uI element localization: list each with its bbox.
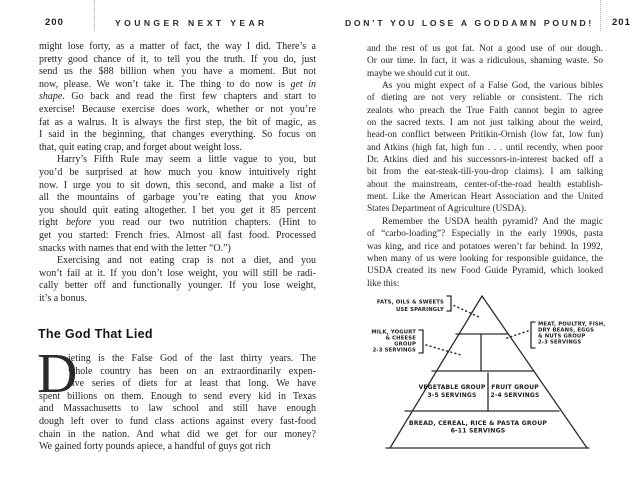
text-line: of dieting are not very reliable or consistent. The rich xyxy=(367,93,603,104)
text-line: won’t fail at it. If you don’t lose weight, you will still be radi- xyxy=(39,267,316,279)
text-line: right before you read our two nutrition chapters. (Hint to xyxy=(39,217,316,229)
fats-pointer-dotted-line xyxy=(454,306,481,319)
dropcap-letter: D xyxy=(37,343,78,405)
section-heading: The God That Lied xyxy=(38,327,153,341)
meat-poultry-fish-label: MEAT, POULTRY, FISH, DRY BEANS, EGGS & NUTS GROUP 2-3 SERVINGS xyxy=(538,321,606,346)
text-line: you should quit eating altogether. I bet you get it 85 percent xyxy=(39,204,316,216)
text-line: of “carbo-loading”? Especially in the early 1990s, pasta xyxy=(367,229,603,240)
left-page-number: 200 xyxy=(45,17,64,28)
left-running-head: YOUNGER NEXT YEAR xyxy=(115,18,268,28)
milk-yogurt-cheese-label: MILK, YOGURT & CHEESE GROUP 2-3 SERVINGS xyxy=(371,329,416,354)
fats-label-bracket xyxy=(447,296,451,311)
text-line: might lose forty, as a matter of fact, the way I did. There’s a xyxy=(39,41,316,52)
milk-label-bracket xyxy=(419,330,423,353)
right-page-number: 201 xyxy=(612,17,631,28)
text-line: States Department of Agriculture (USDA). xyxy=(367,204,527,215)
text-line: and Atkins (high fat, high fun . . . until recently, when poor xyxy=(367,142,603,153)
text-line: spent billions on them. Enough to send every kid in Texas xyxy=(39,390,316,402)
text-line: when many of us were looking for responsible guidance, the xyxy=(367,253,603,264)
text-line: it’s a bonus. xyxy=(39,292,88,304)
left-page-dropcap-paragraph xyxy=(39,353,316,454)
text-line: snacks with names that end with the letter “O.”) xyxy=(39,242,231,254)
text-line: exercise! Because exercise does work, whether or not you’re xyxy=(39,103,316,115)
text-line: Exercising and not eating crap is not a diet, and you xyxy=(57,255,316,267)
text-line: bit from the eat-steak-till-you-drop claims). I am talking xyxy=(367,167,603,178)
vegetable-group-label: VEGETABLE GROUP 3-5 SERVINGS xyxy=(418,384,486,399)
text-line: shape. Go back and read the first few chapters and start to xyxy=(39,91,316,103)
text-line: USDA created its new Food Guide Pyramid, which looked xyxy=(367,266,603,277)
food-guide-pyramid-diagram xyxy=(360,285,640,460)
text-line: Or our time. In fact, it was a ridiculous, shaming waste. So xyxy=(367,56,603,67)
right-header-dotted-rule xyxy=(600,0,601,31)
text-line: now, please. We won’t take it. The thing to do now is get in xyxy=(39,78,316,90)
text-line: pretty good chance of it, to tell you the truth. If you do, just xyxy=(39,53,316,65)
text-line: whole country has been on an extraordinarily expen- xyxy=(68,365,316,377)
right-running-head: DON’T YOU LOSE A GODDAMN POUND! xyxy=(344,18,594,28)
text-line: maybe we should cut it out. xyxy=(367,68,470,79)
left-page-text-column xyxy=(39,41,316,305)
text-line: head-on conflict between Pritikin-Ornish (low fat, low fun) xyxy=(367,130,603,141)
milk-pointer-dotted-line xyxy=(426,345,461,355)
text-line: now. I urge you to sit down, this second, and make a list of xyxy=(39,179,316,191)
text-line: like this: xyxy=(367,278,400,289)
text-line: Harry’s Fifth Rule may seem a little vague to you, but xyxy=(57,154,316,166)
text-line: Remember the USDA health pyramid? And the magic xyxy=(382,216,603,227)
text-line: dough left over to fund class actions against every fast-food xyxy=(39,415,316,427)
text-line: and Massachusetts to law school and still have enough xyxy=(39,403,316,415)
text-line: I said in the beginning, that changes everything. So focus on xyxy=(39,129,316,141)
fats-oils-sweets-label: FATS, OILS & SWEETS USE SPARINGLY xyxy=(376,299,444,313)
text-line: and the rest of us got fat. Not a good use of our dough. xyxy=(367,44,603,54)
text-line: send us the $88 billion when you have a moment. But not xyxy=(39,66,316,78)
text-line: that, quit eating crap, and forget about weight loss. xyxy=(39,141,242,153)
left-header-dotted-rule xyxy=(94,0,95,31)
text-line: chain in the nation. And what did we get for our money? xyxy=(39,428,316,440)
text-line: ment. Like the American Heart Association and the United xyxy=(367,192,603,203)
text-line: We gained forty pounds apiece, a handful of guys got rich xyxy=(39,441,271,453)
right-page-text-column xyxy=(367,43,603,290)
text-line: get you started: French fries. Almost all fast food. Processed xyxy=(39,229,316,241)
text-line: zealots who preach the True Faith cannot begin to agree xyxy=(367,105,603,116)
text-line: you’d be surprised at how much you know intuitively right xyxy=(39,166,316,178)
text-line: about the mainstream, center-of-the-road health establish- xyxy=(367,179,603,190)
text-line: cally better off and functionally younger. If you lose weight, xyxy=(39,280,316,292)
fruit-group-label: FRUIT GROUP 2-4 SERVINGS xyxy=(490,384,540,399)
text-line: ieting is the False God of the last thirty years. The xyxy=(68,353,316,364)
text-line: Dr. Atkins died and his successors-in-interest backed off a xyxy=(367,155,603,166)
meat-label-bracket xyxy=(531,322,535,348)
text-line: sive series of diets for at least that long. We have xyxy=(68,378,316,390)
text-line: all the mountains of garbage you’re eating that you know xyxy=(39,192,316,204)
bread-cereal-rice-pasta-label: BREAD, CEREAL, RICE & PASTA GROUP 6-11 SERVINGS xyxy=(408,420,548,435)
text-line: fat as a walrus. It is always the first step, the bit of magic, as xyxy=(39,116,316,128)
text-line: As you might expect of a False God, the various bibles xyxy=(382,81,603,92)
text-line: was king, and rice and potatoes weren’t far behind. In 1992, xyxy=(367,241,603,252)
text-line: on the sacred texts. I am not just talking about the weird, xyxy=(367,118,603,129)
